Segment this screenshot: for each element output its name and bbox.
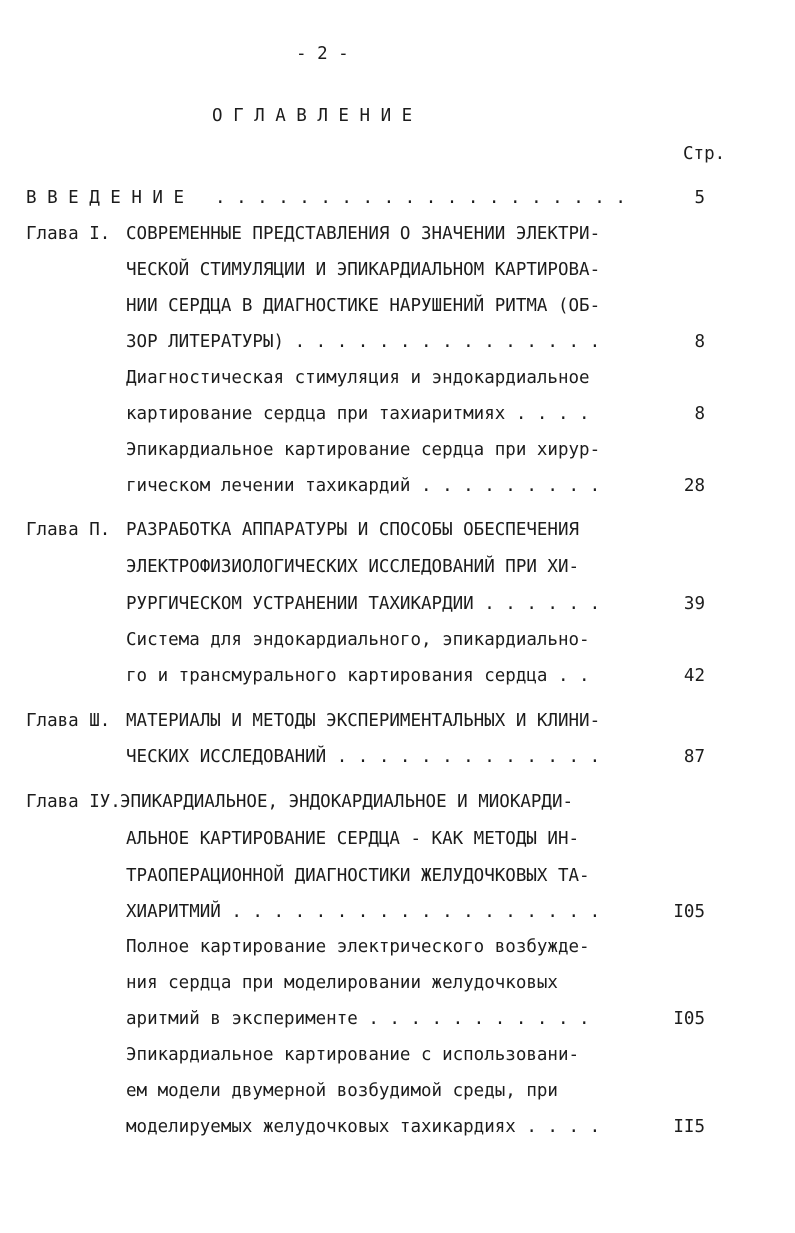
chapter-2-label: Глава П. <box>26 520 111 540</box>
section-line: ния сердца при моделировании желудочковых <box>126 973 558 993</box>
section-page: 28 <box>683 476 705 496</box>
page-title: О Г Л А В Л Е Н И Е <box>212 106 413 126</box>
section-line: Полное картирование электрического возбужде- <box>126 937 590 957</box>
chapter-1-line: ЗОР ЛИТЕРАТУРЫ) . . . . . . . . . . . . . . . <box>126 332 601 352</box>
section-page: I05 <box>673 1009 705 1029</box>
section-line: картирование сердца при тахиаритмиях . . . . <box>126 404 590 424</box>
chapter-4-label: Глава IУ. <box>26 792 121 812</box>
section-line: гическом лечении тахикардий . . . . . . . . . <box>126 476 601 496</box>
section-page: II5 <box>673 1117 705 1137</box>
chapter-4-line: ТРАОПЕРАЦИОННОЙ ДИАГНОСТИКИ ЖЕЛУДОЧКОВЫХ ТА- <box>126 866 590 886</box>
toc-intro-label: В В Е Д Е Н И Е <box>26 188 185 208</box>
chapter-4-line: ЭПИКАРДИАЛЬНОЕ, ЭНДОКАРДИАЛЬНОЕ И МИОКАРДИ- <box>120 792 574 812</box>
section-line: Эпикардиальное картирование сердца при хирур- <box>126 440 601 460</box>
chapter-2-line: РУРГИЧЕСКОМ УСТРАНЕНИИ ТАХИКАРДИИ . . . . . . <box>126 594 601 614</box>
toc-intro-page: 5 <box>694 188 705 208</box>
section-page: 8 <box>694 404 705 424</box>
section-line: Эпикардиальное картирование с использовани- <box>126 1045 580 1065</box>
chapter-1-page: 8 <box>694 332 705 352</box>
chapter-3-page: 87 <box>683 747 705 767</box>
toc-intro-dots: . . . . . . . . . . . . . . . . . . . . <box>215 188 626 208</box>
chapter-3-line: ЧЕСКИХ ИССЛЕДОВАНИЙ . . . . . . . . . . . . . <box>126 747 601 767</box>
chapter-2-page: 39 <box>683 594 705 614</box>
section-line: ем модели двумерной возбудимой среды, при <box>126 1081 558 1101</box>
chapter-3-line: МАТЕРИАЛЫ И МЕТОДЫ ЭКСПЕРИМЕНТАЛЬНЫХ И КЛИНИ- <box>126 711 601 731</box>
section-line: Система для эндокардиального, эпикардиально- <box>126 630 590 650</box>
chapter-2-line: РАЗРАБОТКА АППАРАТУРЫ И СПОСОБЫ ОБЕСПЕЧЕНИЯ <box>126 520 580 540</box>
chapter-2-line: ЭЛЕКТРОФИЗИОЛОГИЧЕСКИХ ИССЛЕДОВАНИЙ ПРИ ХИ- <box>126 557 580 577</box>
page-number: - 2 - <box>296 44 349 64</box>
section-line: моделируемых желудочковых тахикардиях . . . . <box>126 1117 601 1137</box>
chapter-1-label: Глава I. <box>26 224 111 244</box>
chapter-4-line: ХИАРИТМИЙ . . . . . . . . . . . . . . . . . . <box>126 902 601 922</box>
chapter-1-line: НИИ СЕРДЦА В ДИАГНОСТИКЕ НАРУШЕНИЙ РИТМА (ОБ- <box>126 296 601 316</box>
section-line: Диагностическая стимуляция и эндокардиальное <box>126 368 590 388</box>
chapter-4-line: АЛЬНОЕ КАРТИРОВАНИЕ СЕРДЦА - КАК МЕТОДЫ ИН- <box>126 829 580 849</box>
page-column-header: Стр. <box>683 144 726 164</box>
chapter-1-line: ЧЕСКОЙ СТИМУЛЯЦИИ И ЭПИКАРДИАЛЬНОМ КАРТИРОВА- <box>126 260 601 280</box>
chapter-1-line: СОВРЕМЕННЫЕ ПРЕДСТАВЛЕНИЯ О ЗНАЧЕНИИ ЭЛЕКТРИ- <box>126 224 601 244</box>
chapter-4-page: I05 <box>673 902 705 922</box>
section-line: аритмий в эксперименте . . . . . . . . . . . <box>126 1009 590 1029</box>
section-page: 42 <box>683 666 705 686</box>
chapter-3-label: Глава Ш. <box>26 711 111 731</box>
section-line: го и трансмурального картирования сердца . . <box>126 666 590 686</box>
